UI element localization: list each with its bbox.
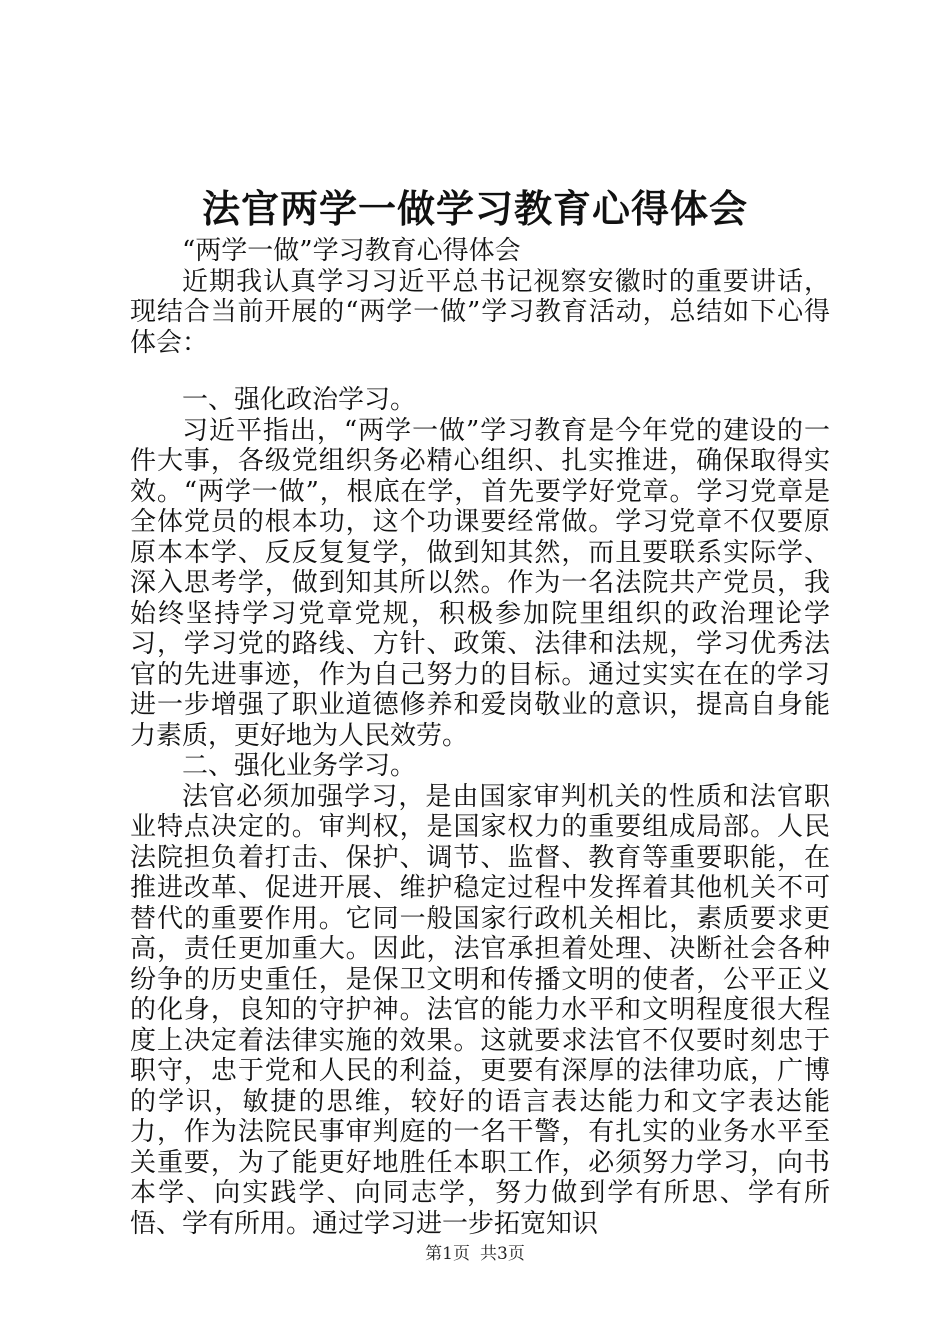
page-number: 第1页: [425, 1244, 470, 1264]
document-title: 法官两学一做学习教育心得体会: [201, 186, 748, 231]
body-paragraph: 习近平指出，“两学一做”学习教育是今年党的建设的一件大事，各级党组织务必精心组织、扎实推进，确保取得实效。“两学一做”，根底在学，首先要学好党章。学习党章是全体党员的根本功，这个功课要经常做。学习党章不仅要原原本本学、反反复复学，做到知其然，而且要联系实际学、深入思考学，做到知其所以然。作为一名法院共产党员，我始终坚持学习党章党规，积极参加院里组织的政治理论学习，学习党的路线、方针、政策、法律和法规，学习优秀法官的先进事迹，作为自己努力的目标。通过实实在在的学习进一步增强了职业道德修养和爱岗敬业的意识，提高自身能力素质，更好地为人民效劳。: [130, 415, 830, 751]
body-paragraph: 法官必须加强学习，是由国家审判机关的性质和法官职业特点决定的。审判权，是国家权力的重要组成局部。人民法院担负着打击、保护、调节、监督、教育等重要职能，在推进改革、促进开展、维护稳定过程中发挥着其他机关不可替代的重要作用。它同一般国家行政机关相比，素质要求更高，责任更加重大。因此，法官承担着处理、决断社会各种纷争的历史重任，是保卫文明和传播文明的使者，公平正义的化身，良知的守护神。法官的能力水平和文明程度很大程度上决定着法律实施的效果。这就要求法官不仅要时刻忠于职守，忠于党和人民的利益，更要有深厚的法律功底，广博的学识，敏捷的思维，较好的语言表达能力和文字表达能力，作为法院民事审判庭的一名干警，有扎实的业务水平至关重要，为了能更好地胜任本职工作，必须努力学习，向书本学、向实践学、向同志学，努力做到学有所思、学有所悟、学有所用。通过学习进一步拓宽知识: [130, 781, 830, 1239]
page-total: 共3页: [480, 1244, 525, 1264]
section-heading-1: 一、强化政治学习。: [182, 385, 417, 415]
section-heading-2: 二、强化业务学习。: [182, 751, 417, 781]
subtitle-paragraph: “两学一做”学习教育心得体会: [182, 236, 521, 266]
intro-paragraph: 近期我认真学习习近平总书记视察安徽时的重要讲话，现结合当前开展的“两学一做”学习教育活动，总结如下心得体会：: [130, 266, 830, 358]
page-footer: [0, 1243, 950, 1265]
document-body: [130, 236, 830, 1239]
